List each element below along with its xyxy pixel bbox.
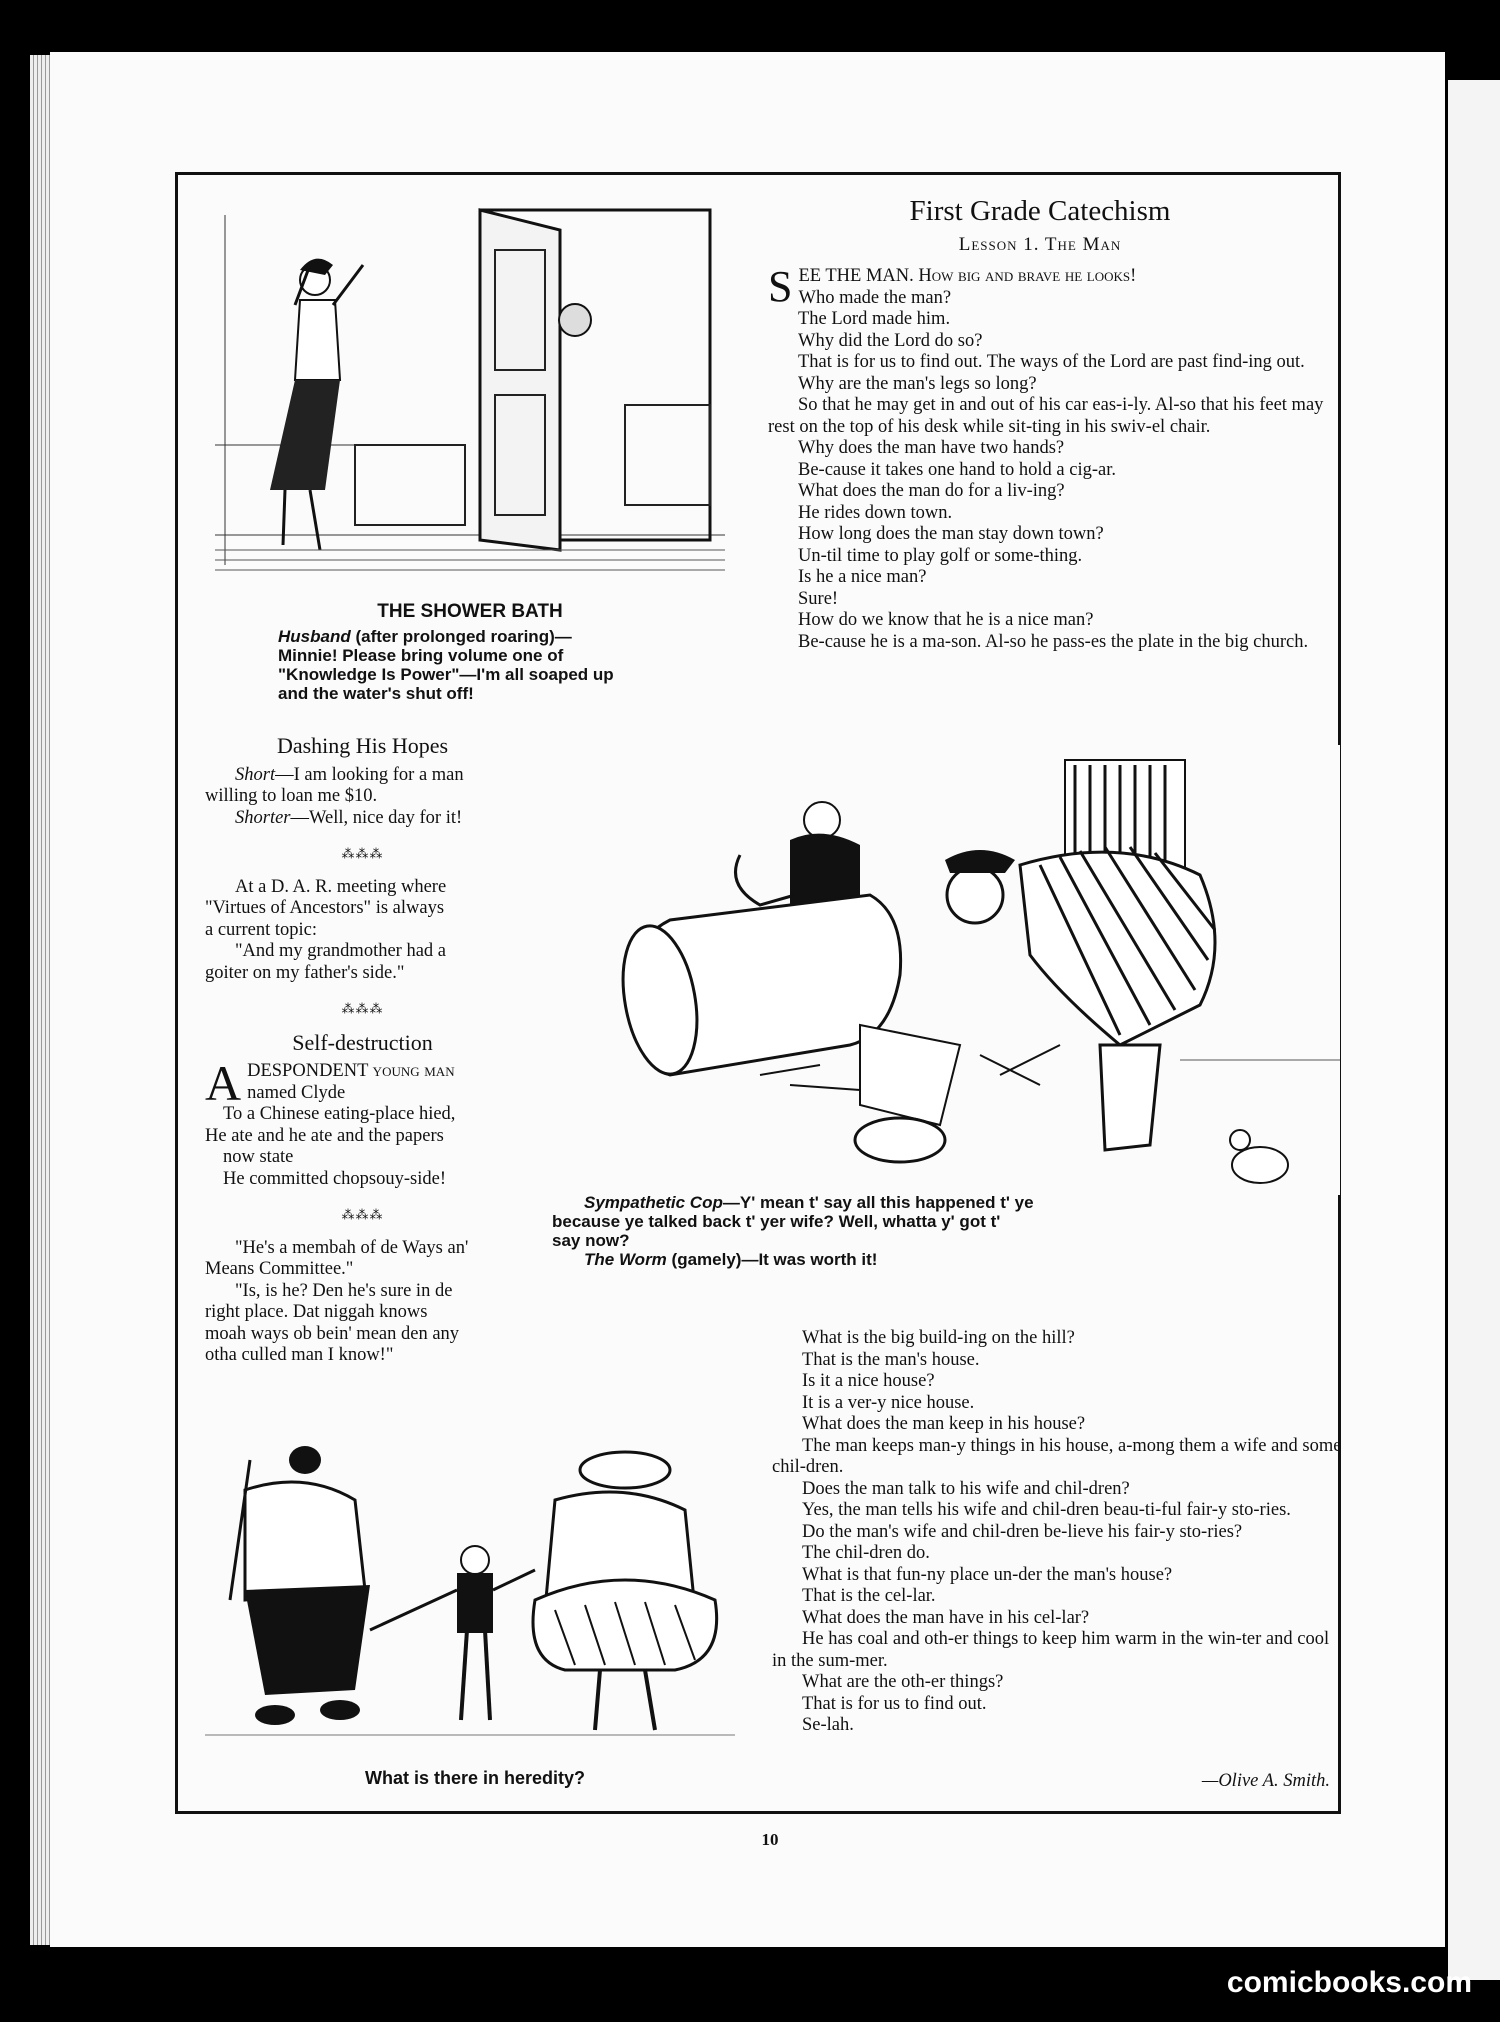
- short-name: Short: [235, 764, 276, 785]
- dar-line1: At a D. A. R. meeting where: [235, 876, 447, 897]
- shower-line1: (after prolonged roaring)—: [350, 627, 572, 646]
- catechism-line: Be-cause he is a ma-son. Al-so he pass-es the plate in the big church.: [798, 631, 1309, 652]
- catechism-line: What does the man do for a liv-ing?: [798, 481, 1065, 501]
- short-line2: willing to loan me $10.: [205, 786, 378, 806]
- catechism-line: That is for us to find out. The ways of the Lord are past find-ing out.: [798, 352, 1305, 372]
- catechism-line: That is for us to find out.: [802, 1693, 987, 1714]
- catechism-line: What are the oth-er things?: [802, 1672, 1004, 1692]
- catechism-line: The Lord made him.: [798, 309, 951, 329]
- self-line4: He ate and he ate and the papers: [205, 1125, 444, 1146]
- catechism-header: [770, 195, 1310, 256]
- cop-line3: say now?: [552, 1231, 630, 1250]
- catechism-line: It is a ver-y nice house.: [802, 1392, 975, 1413]
- catechism-line: What is the big build-ing on the hill?: [802, 1328, 1075, 1348]
- catechism-line: How long does the man stay down town?: [798, 524, 1104, 544]
- catechism-line: That is the cel-lar.: [802, 1586, 936, 1606]
- self-line3: To a Chinese eating-place hied,: [223, 1104, 456, 1124]
- shower-role: Husband: [278, 627, 351, 646]
- watermark: comicbooks.com: [1226, 1966, 1472, 1999]
- shower-caption: [278, 627, 688, 703]
- short-line: —I am looking for a man: [275, 764, 464, 785]
- catechism-line: What does the man have in his cel-lar?: [802, 1607, 1090, 1628]
- catechism-line: How do we know that he is a nice man?: [798, 610, 1094, 630]
- ornament: ⁂⁂⁂: [341, 1207, 384, 1222]
- catechism-line: Does the man talk to his wife and chil-dren?: [802, 1478, 1130, 1499]
- page-number: 10: [761, 1830, 779, 1849]
- dar-line4: "And my grandmother had a: [235, 941, 446, 961]
- catechism-line: Is it a nice house?: [802, 1371, 935, 1391]
- catechism-line: He rides down town.: [798, 502, 953, 523]
- catechism-line: The man keeps man-y things in his house, a-mong them a wife and some chil-dren.: [772, 1435, 1342, 1477]
- ways-line1: "He's a membah of de Ways an': [235, 1237, 469, 1258]
- catechism-line: EE THE MAN. How big and brave he looks!: [798, 266, 1137, 286]
- catechism-line: What is that fun-ny place un-der the man's house?: [802, 1564, 1173, 1585]
- self-destruction-title: Self-destruction: [292, 1029, 433, 1055]
- self-line5: now state: [223, 1147, 294, 1167]
- catechism-line: Yes, the man tells his wife and chil-dren beau-ti-ful fair-y sto-ries.: [802, 1500, 1291, 1520]
- self-line1: DESPONDENT young man: [247, 1061, 455, 1081]
- self-line2: named Clyde: [247, 1082, 346, 1103]
- catechism-lesson: Lesson 1. The Man: [958, 234, 1122, 255]
- catechism-line: Do the man's wife and chil-dren be-lieve his fair-y sto-ries?: [802, 1521, 1243, 1542]
- cop-caption: [552, 1193, 1192, 1269]
- shorter-name: Shorter: [235, 807, 291, 828]
- heredity-illustration: [205, 1430, 735, 1760]
- catechism-line: Sure!: [798, 588, 839, 609]
- catechism-line: Be-cause it takes one hand to hold a cig-ar.: [798, 459, 1116, 480]
- cop-role: Sympathetic Cop: [584, 1193, 723, 1212]
- drop-cap: A: [205, 1055, 242, 1111]
- catechism-line: So that he may get in and out of his car eas-i-ly. Al-so that his feet may rest on the top of his desk while sit-ting in his swiv-el chair.: [768, 395, 1324, 437]
- ways-line6: otha culled man I know!": [205, 1345, 394, 1365]
- catechism-part1: [768, 262, 1338, 653]
- catechism-part2: [772, 1328, 1347, 1737]
- self-line6: He committed chopsouy-side!: [223, 1168, 446, 1189]
- cop-line2: because ye talked back t' yer wife? Well, whatta y' got t': [552, 1212, 1001, 1231]
- catechism-line: Why are the man's legs so long?: [798, 373, 1037, 394]
- dar-line2: "Virtues of Ancestors" is always: [205, 898, 445, 918]
- catechism-line: He has coal and oth-er things to keep him warm in the win-ter and cool in the sum-mer.: [772, 1629, 1330, 1671]
- catechism-line: What does the man keep in his house?: [802, 1414, 1086, 1434]
- worm-line: (gamely)—It was worth it!: [666, 1250, 878, 1269]
- ways-line4: right place. Dat niggah knows: [205, 1302, 428, 1322]
- catechism-line: That is the man's house.: [802, 1349, 980, 1370]
- catechism-line: Is he a nice man?: [798, 567, 927, 587]
- catechism-title: First Grade Catechism: [909, 195, 1171, 227]
- catechism-line: Why did the Lord do so?: [798, 330, 983, 351]
- shower-bath-illustration: [215, 205, 725, 590]
- catechism-line: Who made the man?: [798, 287, 952, 308]
- cop-line1: —Y' mean t' say all this happened t' ye: [722, 1193, 1034, 1212]
- author-signature: —Olive A. Smith.: [1201, 1771, 1330, 1791]
- left-column: [205, 735, 520, 1367]
- shower-title: THE SHOWER BATH: [377, 601, 563, 622]
- shorter-line: —Well, nice day for it!: [290, 807, 463, 828]
- cop-illustration: [560, 745, 1340, 1195]
- dashing-title: Dashing His Hopes: [276, 733, 449, 758]
- catechism-line: Why does the man have two hands?: [798, 438, 1065, 458]
- shower-line4: and the water's shut off!: [278, 684, 474, 703]
- worm-role: The Worm: [584, 1250, 667, 1269]
- shower-line3: "Knowledge Is Power"—I'm all soaped up: [278, 665, 614, 684]
- catechism-drop-cap: S: [768, 262, 793, 311]
- dar-line5: goiter on my father's side.": [205, 962, 405, 983]
- catechism-line: The chil-dren do.: [802, 1543, 930, 1563]
- shower-line2: Minnie! Please bring volume one of: [278, 646, 564, 665]
- ways-line3: "Is, is he? Den he's sure in de: [235, 1280, 453, 1301]
- ornament: ⁂⁂⁂: [341, 846, 384, 861]
- ornament: ⁂⁂⁂: [341, 1001, 384, 1016]
- catechism-line: Se-lah.: [802, 1715, 854, 1735]
- ways-line2: Means Committee.": [205, 1259, 354, 1279]
- catechism-line: Un-til time to play golf or some-thing.: [798, 545, 1083, 566]
- dar-line3: a current topic:: [205, 919, 317, 940]
- heredity-caption: What is there in heredity?: [364, 1768, 586, 1788]
- ways-line5: moah ways ob bein' mean den any: [205, 1323, 460, 1344]
- next-page-edge: [1448, 80, 1500, 1980]
